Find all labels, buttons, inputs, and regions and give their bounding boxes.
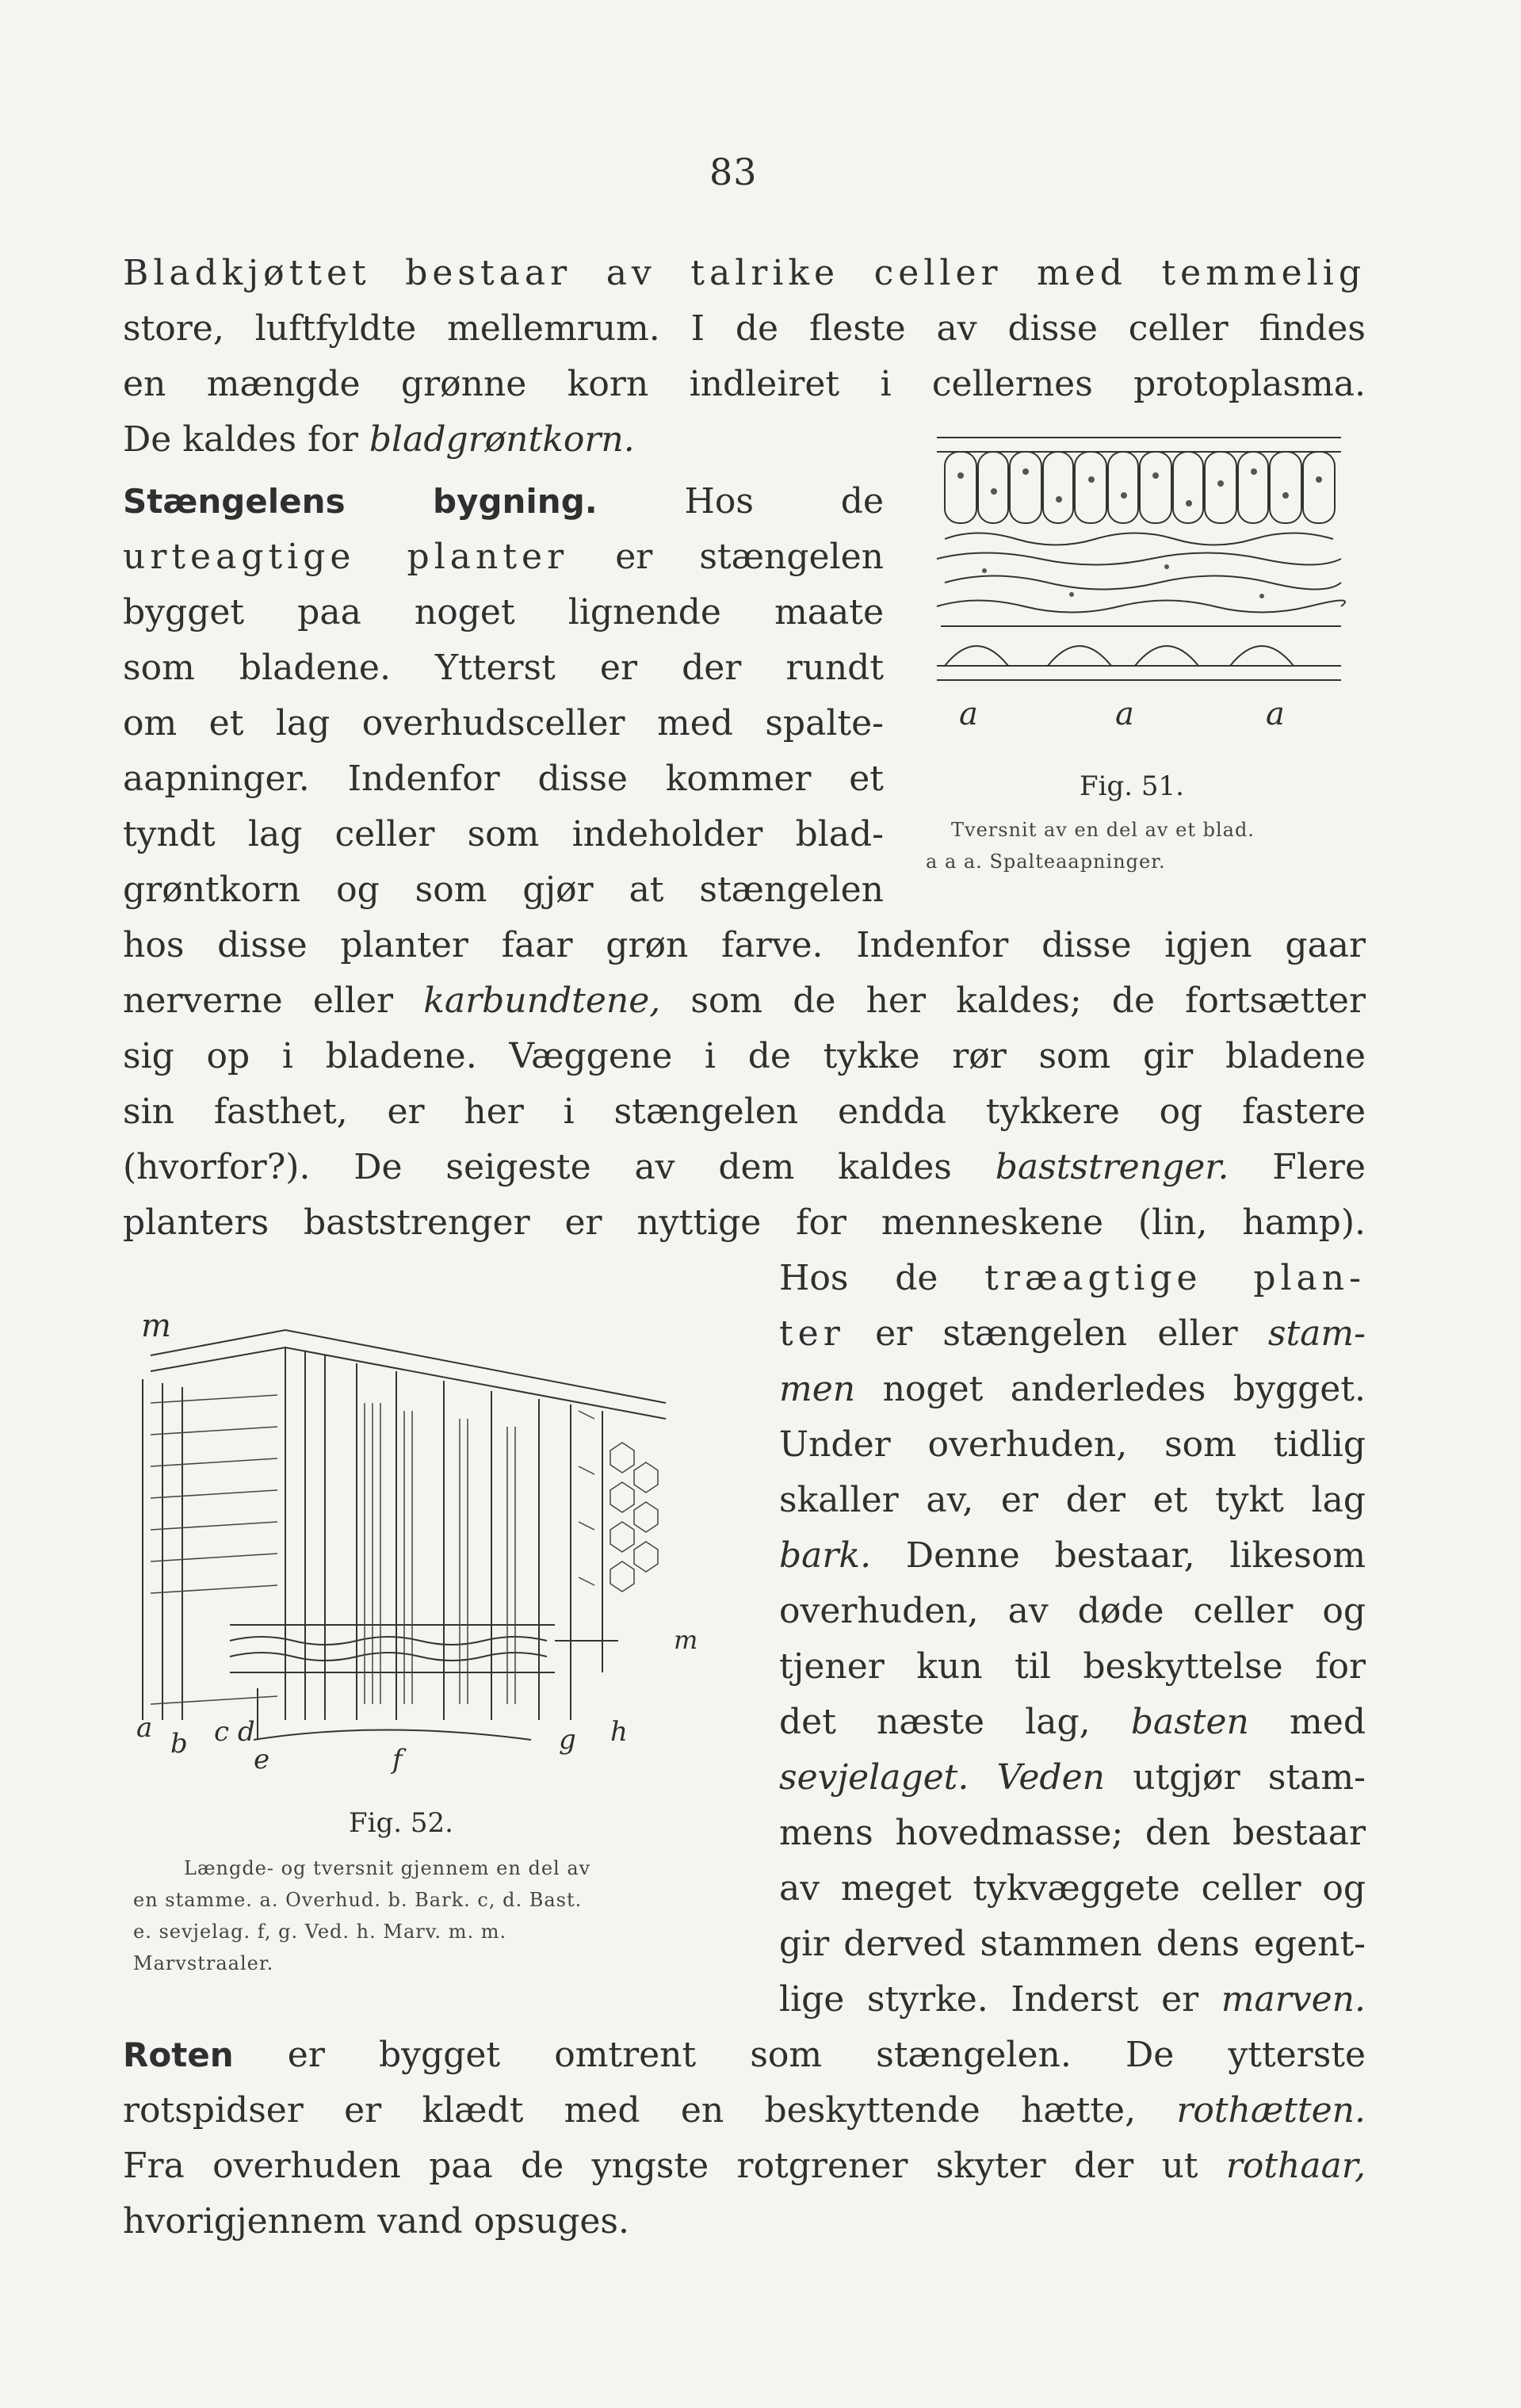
- figure-number: Fig. 52.: [349, 1807, 453, 1839]
- text-line: Roten er bygget omtrent som stængelen. De ytterste: [123, 2035, 1366, 2075]
- figure-stem-section: [127, 1308, 698, 1791]
- figure-label: b: [170, 1728, 188, 1760]
- figure-label: c d: [214, 1716, 255, 1748]
- text-line: store, luftfyldte mellemrum. I de fleste av disse celler findes: [123, 308, 1366, 349]
- stem-section-illustration: [127, 1308, 682, 1760]
- figure-label: m: [674, 1625, 698, 1655]
- text-line: (hvorfor?). De seigeste av dem kaldes baststrenger. Flere: [123, 1147, 1366, 1187]
- text-line: Hos de træagtige plan-: [779, 1258, 1366, 1298]
- text-line: overhuden, av døde celler og: [779, 1591, 1366, 1631]
- section-heading: Roten: [123, 2035, 234, 2074]
- text-line: om et lag overhudsceller med spalte-: [123, 703, 884, 743]
- text-line: De kaldes for bladgrøntkorn.: [123, 419, 635, 460]
- figure-label: g: [559, 1724, 576, 1756]
- text-line: en mængde grønne korn indleiret i cellernes protoplasma.: [123, 364, 1366, 404]
- text-line: hos disse planter faar grøn farve. Indenfor disse igjen gaar: [123, 925, 1366, 965]
- figure-caption: en stamme. a. Overhud. b. Bark. c, d. Bast.: [133, 1889, 583, 1911]
- text-line: mens hovedmasse; den bestaar: [779, 1813, 1366, 1853]
- text-line: bygget paa noget lignende maate: [123, 592, 884, 633]
- text-line: gir derved stammen dens egent-: [779, 1924, 1366, 1964]
- text-line: av meget tykvæggete celler og: [779, 1868, 1366, 1909]
- text-line: rotspidser er klædt med en beskyttende hætte, rothætten.: [123, 2090, 1366, 2131]
- text-line: hvorigjennem vand opsuges.: [123, 2201, 629, 2242]
- text-line: ter er stængelen eller stam-: [779, 1313, 1366, 1354]
- text-line: aapninger. Indenfor disse kommer et: [123, 759, 884, 799]
- section-heading: Stængelens bygning.: [123, 482, 598, 521]
- figure-caption: a a a. Spalteaapninger.: [926, 850, 1166, 873]
- figure-label: e: [254, 1744, 270, 1775]
- text-line: sig op i bladene. Væggene i de tykke rør som gir bladene: [123, 1036, 1366, 1076]
- figure-label: a: [136, 1712, 153, 1744]
- figure-leaf-cross-section: [929, 428, 1349, 732]
- text-line: nerverne eller karbundtene, som de her kaldes; de fortsætter: [123, 980, 1366, 1021]
- text-line: bark. Denne bestaar, likesom: [779, 1535, 1366, 1576]
- figure-label: a: [1266, 696, 1285, 732]
- figure-label: a: [1115, 696, 1134, 732]
- figure-caption: Marvstraaler.: [133, 1952, 274, 1974]
- figure-label: f: [392, 1744, 403, 1775]
- page-number: 83: [709, 151, 758, 193]
- figure-label: m: [141, 1308, 171, 1344]
- figure-caption: Tversnit av en del av et blad.: [951, 819, 1255, 841]
- text-line: tyndt lag celler som indeholder blad-: [123, 814, 884, 854]
- text-line: Bladkjøttet bestaar av talrike celler med temmelig: [123, 253, 1366, 293]
- text-line: som bladene. Ytterst er der rundt: [123, 648, 884, 688]
- leaf-section-illustration: [929, 428, 1349, 698]
- text-line: men noget anderledes bygget.: [779, 1369, 1366, 1409]
- text-line: skaller av, er der et tykt lag: [779, 1480, 1366, 1520]
- text-line: planters baststrenger er nyttige for menneskene (lin, hamp).: [123, 1202, 1366, 1243]
- figure-label: h: [610, 1716, 628, 1748]
- text-line: tjener kun til beskyttelse for: [779, 1646, 1366, 1687]
- figure-number: Fig. 51.: [1080, 770, 1184, 802]
- text-line: urteagtige planter er stængelen: [123, 537, 885, 577]
- text-line: Stængelens bygning. Hos de: [123, 481, 884, 522]
- text-line: sin fasthet, er her i stængelen endda tykkere og fastere: [123, 1091, 1366, 1132]
- figure-label: a: [959, 696, 978, 732]
- text-line: Fra overhuden paa de yngste rotgrener skyter der ut rothaar,: [123, 2146, 1366, 2186]
- text-line: lige styrke. Inderst er marven.: [779, 1979, 1366, 2020]
- figure-caption: Længde- og tversnit gjennem en del av: [184, 1857, 591, 1879]
- text-line: det næste lag, basten med: [779, 1702, 1366, 1742]
- text-line: grøntkorn og som gjør at stængelen: [123, 870, 884, 910]
- text-line: sevjelaget. Veden utgjør stam-: [779, 1757, 1366, 1798]
- figure-caption: e. sevjelag. f, g. Ved. h. Marv. m. m.: [133, 1921, 507, 1943]
- text-line: Under overhuden, som tidlig: [779, 1424, 1366, 1465]
